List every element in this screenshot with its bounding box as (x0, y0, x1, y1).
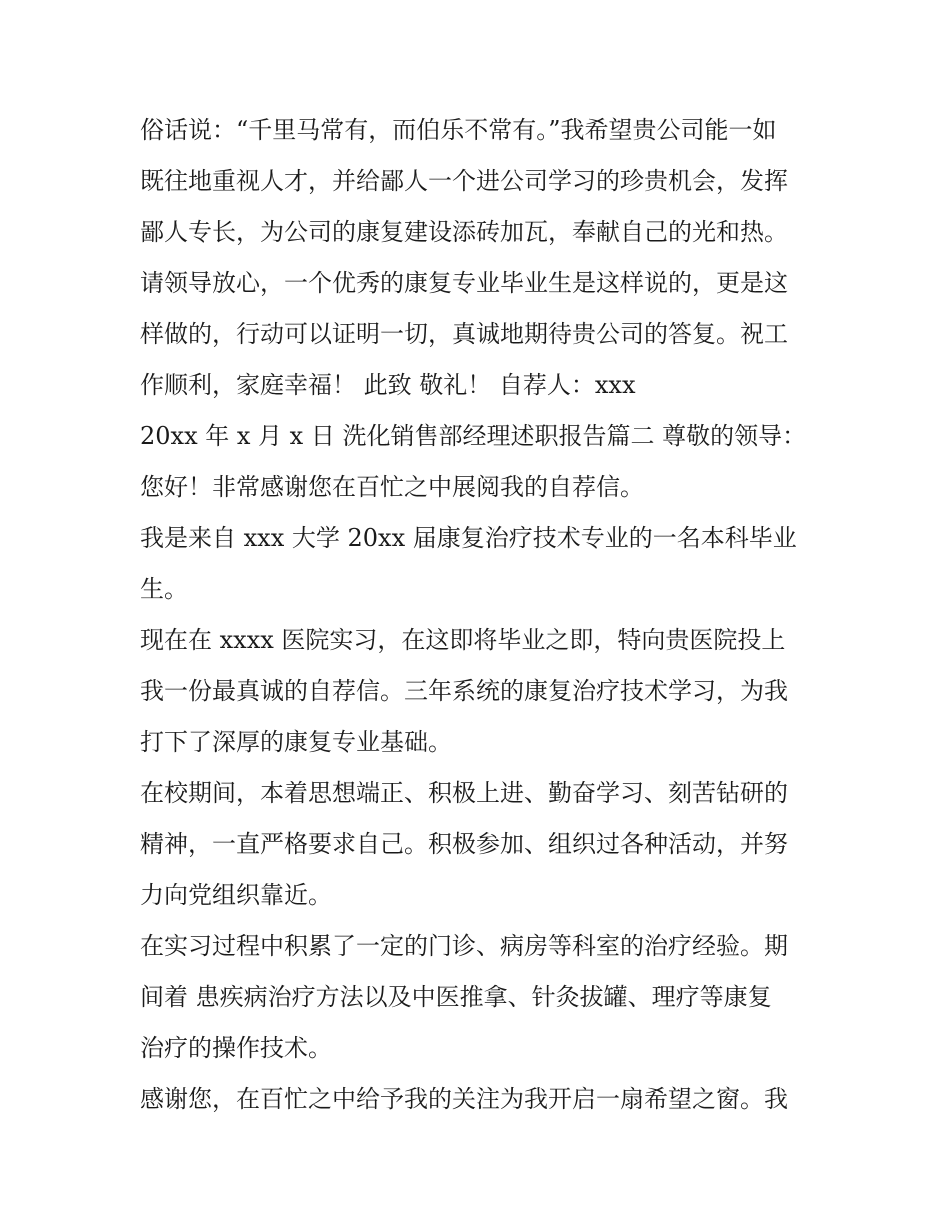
text-line: 您好！非常感谢您在百忙之中展阅我的自荐信。 (140, 473, 644, 501)
text-line: 现在在 xxxx 医院实习，在这即将毕业之即，特向贵医院投上 (140, 626, 786, 654)
text-line: 治疗的操作技术。 (140, 1034, 332, 1062)
text-line: 20xx 年 x 月 x 日 洗化销售部经理述职报告篇二 尊敬的领导： (140, 422, 807, 450)
text-line: 在实习过程中积累了一定的门诊、病房等科室的治疗经验。期 (140, 932, 788, 960)
text-line: 既往地重视人才，并给鄙人一个进公司学习的珍贵机会，发挥 (140, 167, 788, 195)
text-line: 生。 (140, 575, 188, 603)
text-line: 力向党组织靠近。 (140, 881, 332, 909)
document-body (140, 105, 820, 1125)
text-line: 感谢您，在百忙之中给予我的关注为我开启一扇希望之窗。我 (140, 1085, 788, 1113)
text-line: 作顺利，家庭幸福！ 此致 敬礼！ 自荐人：xxx (140, 371, 636, 399)
text-line: 精神，一直严格要求自己。积极参加、组织过各种活动，并努 (140, 830, 788, 858)
text-line: 间着 患疾病治疗方法以及中医推拿、针灸拔罐、理疗等康复 (140, 983, 772, 1011)
text-line: 鄙人专长，为公司的康复建设添砖加瓦，奉献自己的光和热。 (140, 218, 788, 246)
text-line: 我是来自 xxx 大学 20xx 届康复治疗技术专业的一名本科毕业 (140, 524, 797, 552)
text-line: 请领导放心，一个优秀的康复专业毕业生是这样说的，更是这 (140, 269, 788, 297)
text-line: 我一份最真诚的自荐信。三年系统的康复治疗技术学习，为我 (140, 677, 788, 705)
text-line: 俗话说：“千里马常有，而伯乐不常有。”我希望贵公司能一如 (140, 116, 777, 144)
text-line: 打下了深厚的康复专业基础。 (140, 728, 452, 756)
text-line: 在校期间，本着思想端正、积极上进、勤奋学习、刻苦钻研的 (140, 779, 788, 807)
text-line: 样做的，行动可以证明一切，真诚地期待贵公司的答复。祝工 (140, 320, 788, 348)
